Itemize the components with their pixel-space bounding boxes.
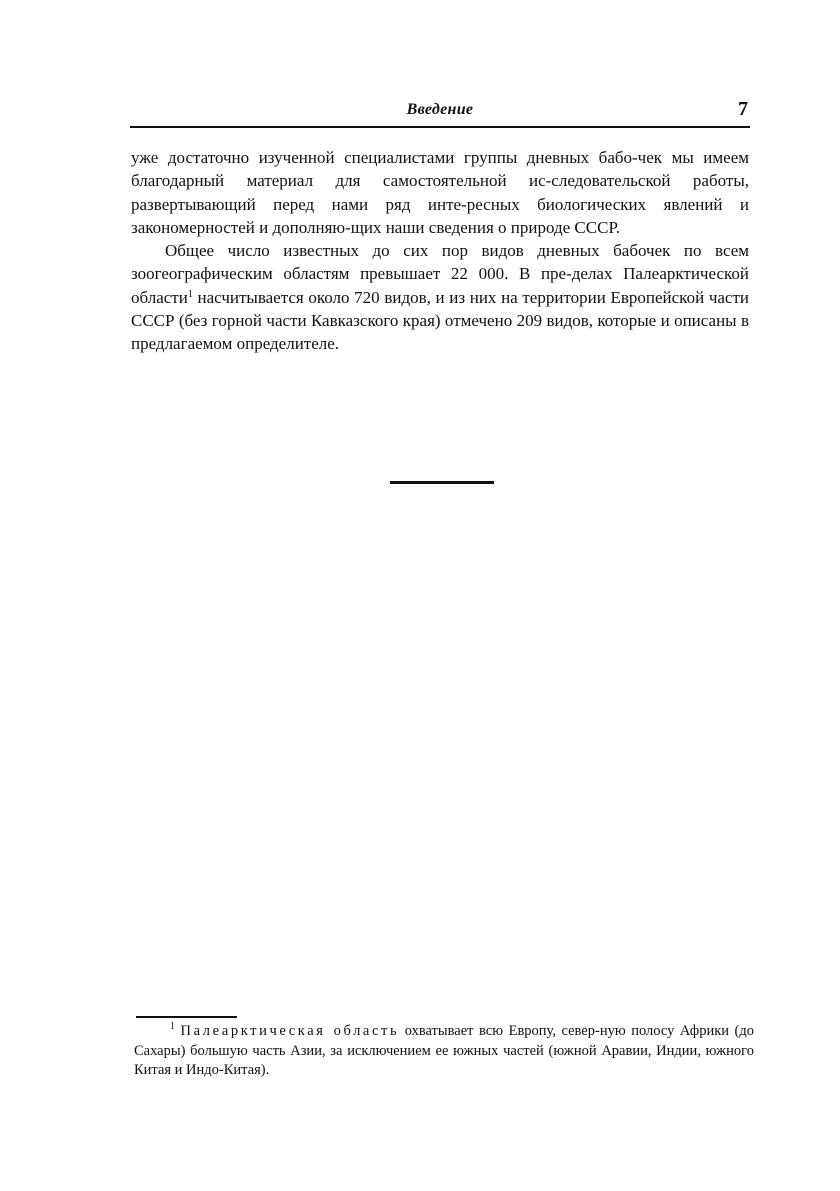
running-title: Введение <box>406 101 474 118</box>
paragraph-text-continued: насчитывается около 720 видов, и из них на территории Европейской части СССР (без горной части Кавказского края) отмечено 209 видов, которые и описаны в предлагаемом определителе. <box>131 287 749 354</box>
paragraph-text: Общее число известных до сих пор видов дневных бабочек по всем зоогеографическим областям превышает 22 000. В пре-делах Палеарктической области <box>131 241 749 307</box>
footnote-reference[interactable]: 1 <box>187 288 193 300</box>
body-text <box>131 146 749 356</box>
paragraph-text: уже достаточно изученной специалистами группы дневных бабо-чек мы имеем благодарный материал для самостоятельной ис-следовательской работы, развертывающий перед нами ряд инте-ресных биологических явлений и закономерностей и дополняю-щих наши сведения о природе СССР. <box>131 148 749 237</box>
footnote <box>134 1022 754 1081</box>
paragraph-species-count <box>131 239 749 355</box>
section-end-rule <box>390 481 494 484</box>
header-rule <box>130 126 750 128</box>
footnote-text: охватывает всю Европу, север-ную полосу Африки (до Сахары) большую часть Азии, за исключением ее южных частей (южной Аравии, Индии, южного Китая и Индо-Китая). <box>134 1023 754 1078</box>
footnote-marker: 1 <box>170 1021 175 1032</box>
footnote-term: Палеарктическая область <box>180 1023 400 1039</box>
footnote-separator <box>136 1016 237 1018</box>
paragraph-continuation <box>131 146 749 239</box>
running-head <box>130 98 750 128</box>
page-number: 7 <box>738 98 748 120</box>
